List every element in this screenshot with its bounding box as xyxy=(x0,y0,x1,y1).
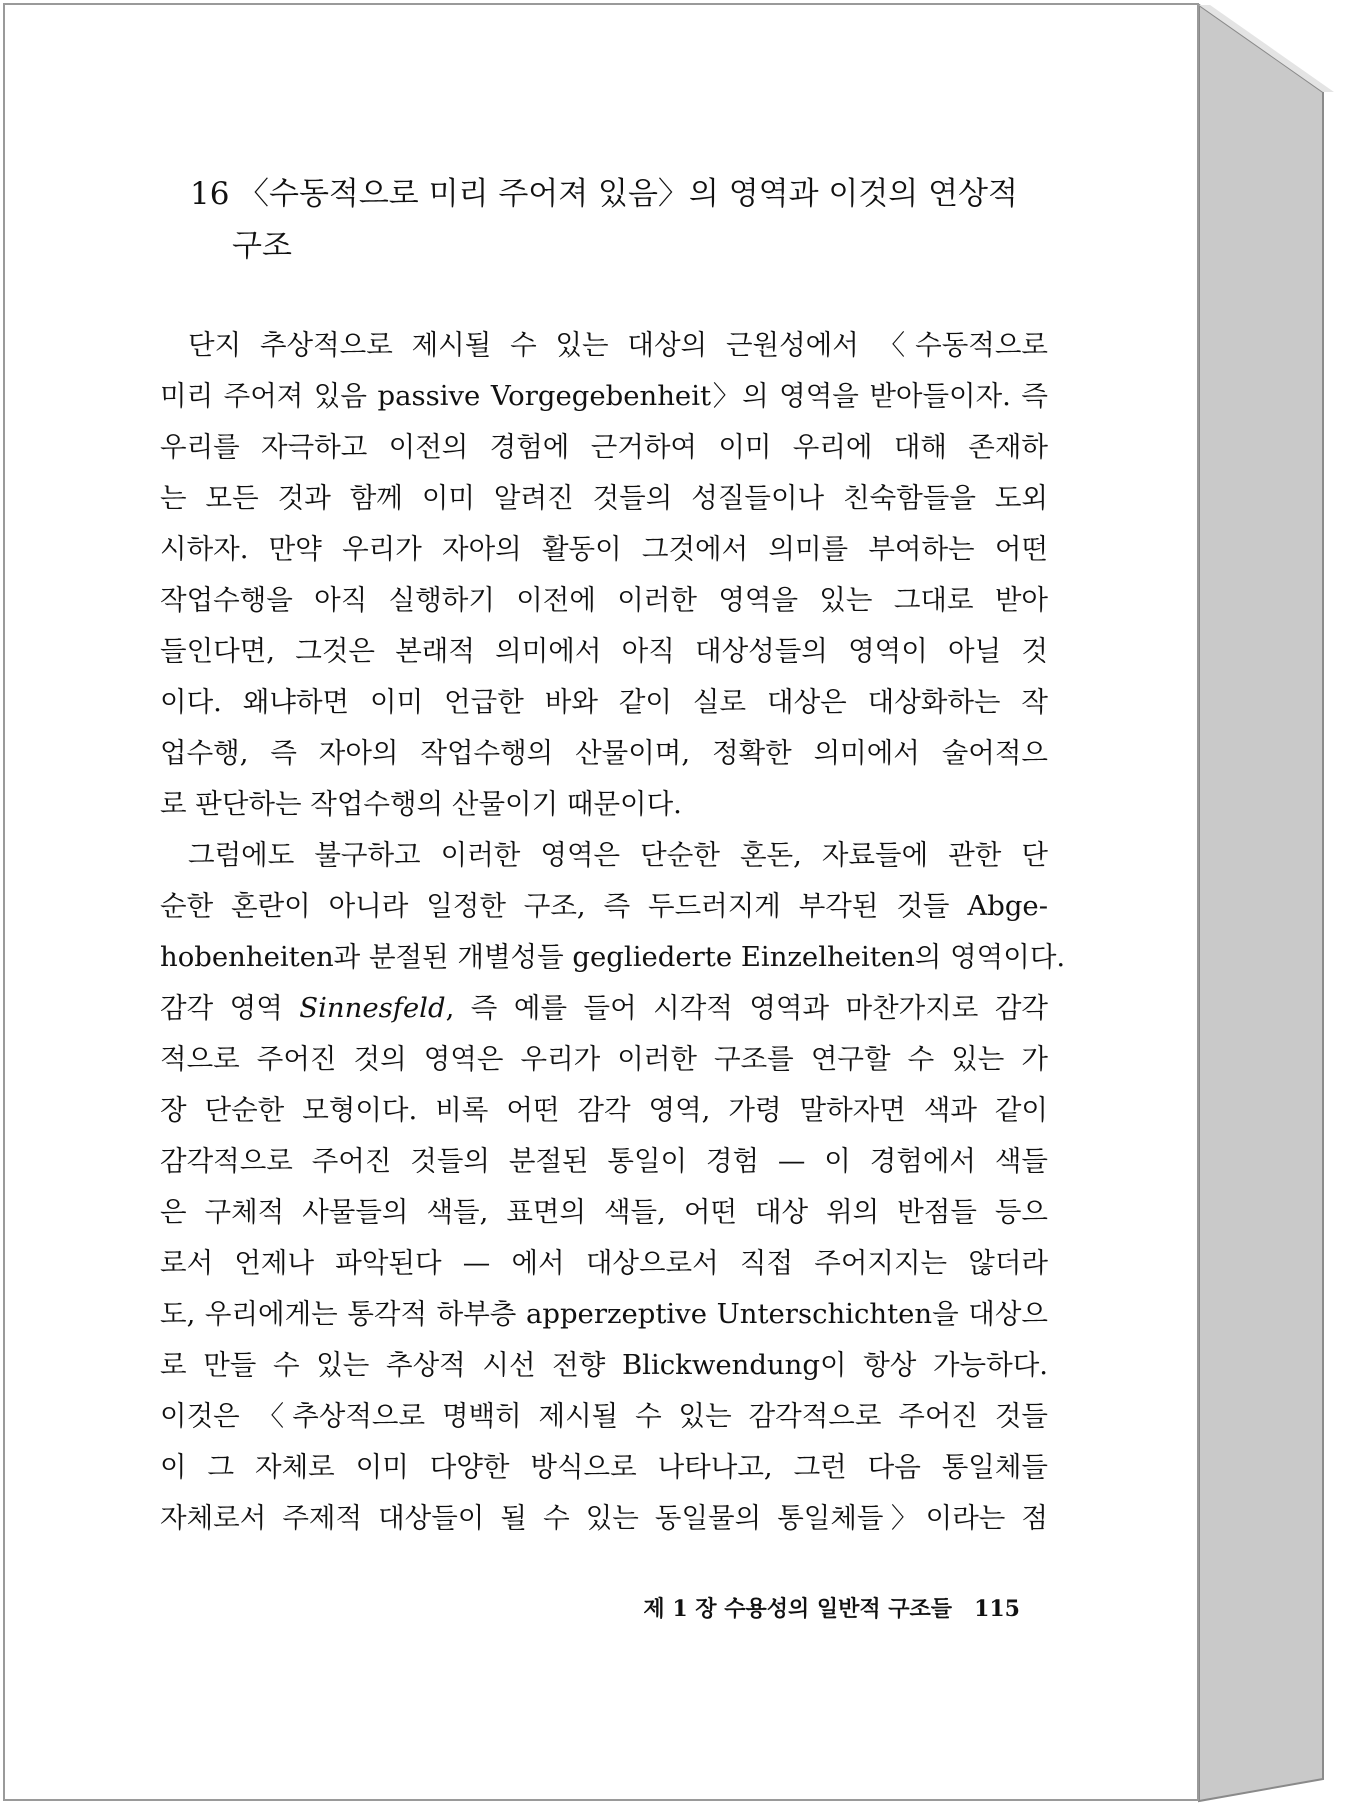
text-line: hobenheiten과 분절된 개별성들 gegliederte Einzelheiten의 영역이다. xyxy=(160,941,1066,973)
text-line: 이 그 자체로 이미 다양한 방식으로 나타나고, 그런 다음 통일체들 xyxy=(160,1451,1048,1483)
body-text xyxy=(160,320,1066,1544)
text-line: 그럼에도 불구하고 이러한 영역은 단순한 혼돈, 자료들에 관한 단 xyxy=(188,839,1048,871)
text-line: 도, 우리에게는 통각적 하부층 apperzeptive Unterschichten을 대상으 xyxy=(160,1298,1048,1330)
text-line: 로서 언제나 파악된다 — 에서 대상으로서 직접 주어지지는 않더라 xyxy=(160,1247,1048,1279)
text-line: 은 구체적 사물들의 색들, 표면의 색들, 어떤 대상 위의 반점들 등으 xyxy=(160,1196,1048,1228)
text-line: 장 단순한 모형이다. 비록 어떤 감각 영역, 가령 말하자면 색과 같이 xyxy=(160,1094,1048,1126)
section-heading xyxy=(190,168,1070,272)
section-title-line-1: 〈수동적으로 미리 주어져 있음〉의 영역과 이것의 연상적 xyxy=(238,176,1018,212)
page-number: 115 xyxy=(974,1596,1020,1622)
section-number: 16 xyxy=(190,176,230,212)
text-line: 시하자. 만약 우리가 자아의 활동이 그것에서 의미를 부여하는 어떤 xyxy=(160,533,1048,565)
text-line: 순한 혼란이 아니라 일정한 구조, 즉 두드러지게 부각된 것들 Abge- xyxy=(160,890,1048,922)
text-line: 는 모든 것과 함께 이미 알려진 것들의 성질들이나 친숙함들을 도외 xyxy=(160,482,1048,514)
text-line: 우리를 자극하고 이전의 경험에 근거하여 이미 우리에 대해 존재하 xyxy=(160,431,1048,463)
text-line: 로 만들 수 있는 추상적 시선 전향 Blickwendung이 항상 가능하다. xyxy=(160,1349,1048,1381)
text-line: 로 판단하는 작업수행의 산물이기 때문이다. xyxy=(160,788,682,820)
section-title-line-2: 구조 xyxy=(232,228,292,264)
text-line: 이것은 〈추상적으로 명백히 제시될 수 있는 감각적으로 주어진 것들 xyxy=(160,1400,1048,1432)
emphasized-term: Sinnesfeld xyxy=(299,992,446,1024)
text-line: 적으로 주어진 것의 영역은 우리가 이러한 구조를 연구할 수 있는 가 xyxy=(160,1043,1048,1075)
text-line: 업수행, 즉 자아의 작업수행의 산물이며, 정확한 의미에서 술어적으 xyxy=(160,737,1048,769)
text-line: 이다. 왜냐하면 이미 언급한 바와 같이 실로 대상은 대상화하는 작 xyxy=(160,686,1048,718)
text-line: 단지 추상적으로 제시될 수 있는 대상의 근원성에서 〈수동적으로 xyxy=(188,329,1048,361)
text-line: 감각 영역 Sinnesfeld, 즉 예를 들어 시각적 영역과 마찬가지로 감각 xyxy=(160,992,1048,1024)
running-footer xyxy=(643,1592,1020,1623)
text-line: 작업수행을 아직 실행하기 이전에 이러한 영역을 있는 그대로 받아 xyxy=(160,584,1048,616)
footer-chapter-title: 제 1 장 수용성의 일반적 구조들 xyxy=(643,1596,953,1622)
text-line: 미리 주어져 있음 passive Vorgegebenheit〉의 영역을 받아들이자. 즉 xyxy=(160,380,1048,412)
text-line: 들인다면, 그것은 본래적 의미에서 아직 대상성들의 영역이 아닐 것 xyxy=(160,635,1048,667)
text-line: 감각적으로 주어진 것들의 분절된 통일이 경험 — 이 경험에서 색들 xyxy=(160,1145,1048,1177)
text-line: 자체로서 주제적 대상들이 될 수 있는 동일물의 통일체들〉이라는 점 xyxy=(160,1502,1048,1534)
